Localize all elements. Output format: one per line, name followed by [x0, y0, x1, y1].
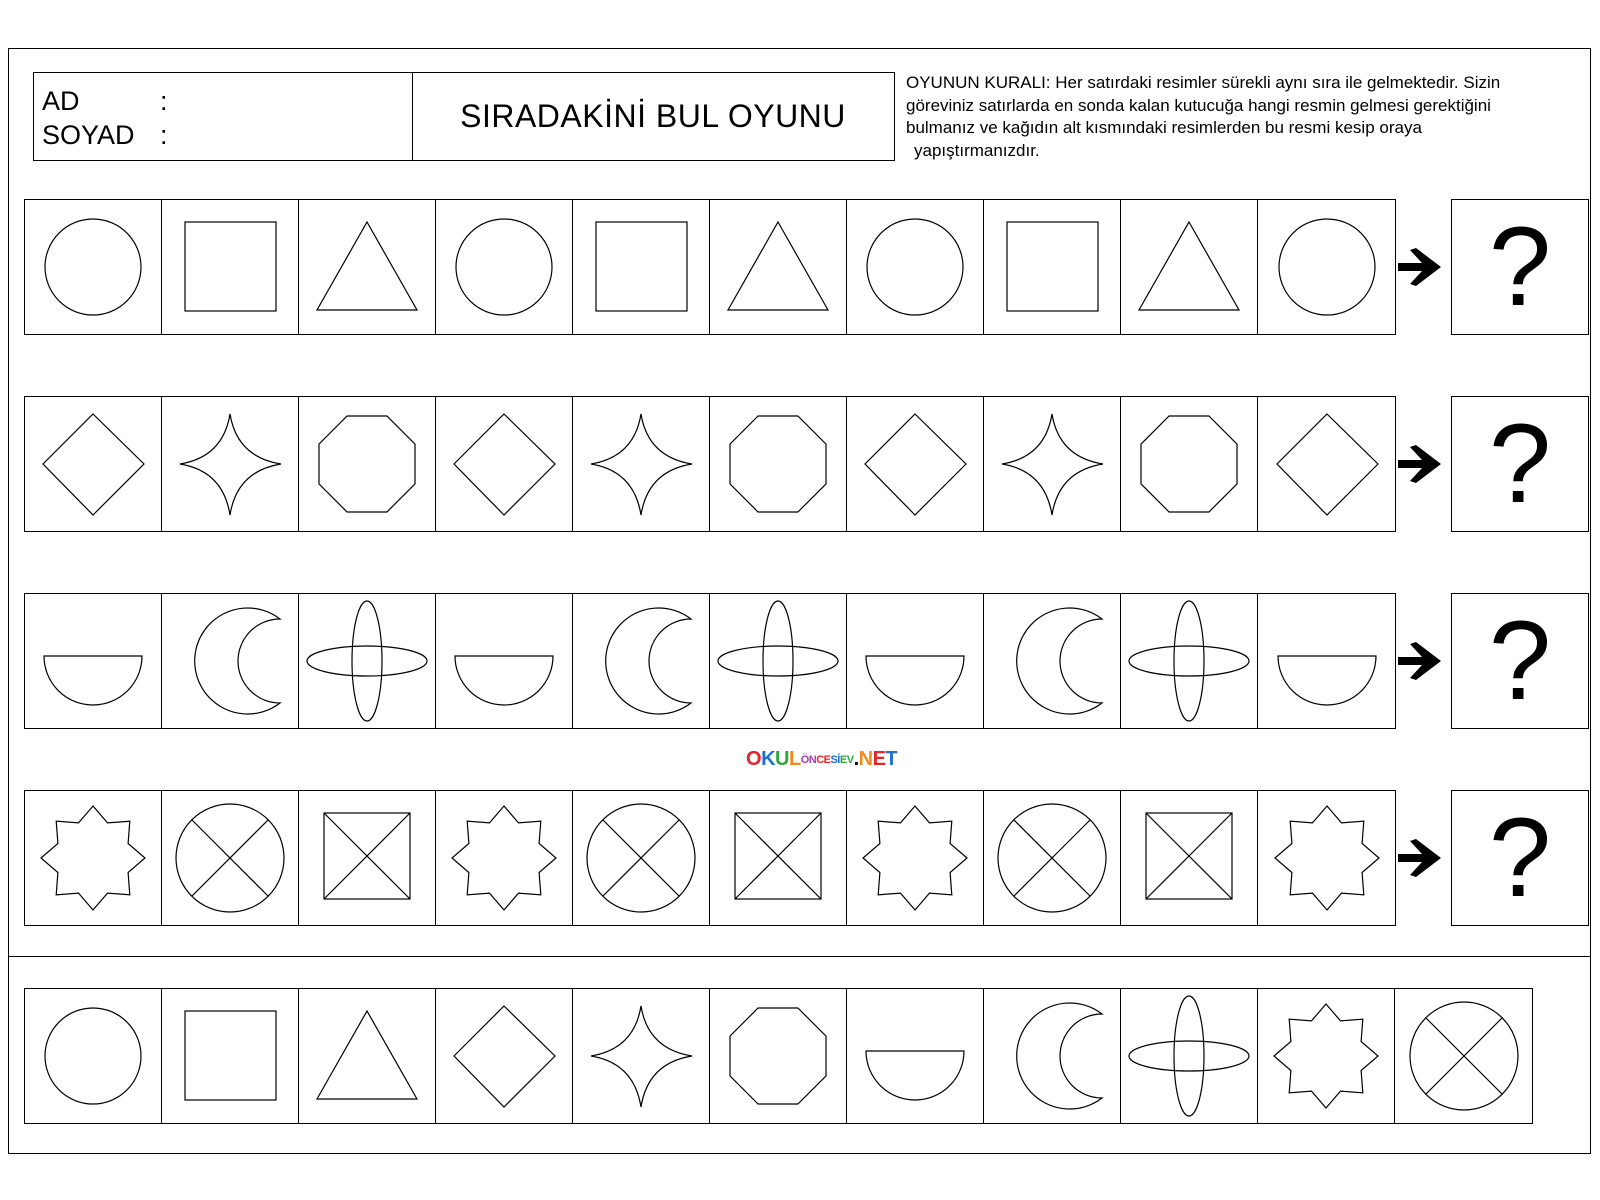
surname-label: SOYAD	[42, 120, 135, 150]
crescent-shape	[985, 594, 1119, 728]
octagon-shape	[711, 989, 845, 1123]
shape-cell	[1121, 594, 1258, 728]
crescent-shape	[163, 594, 297, 728]
shape-cell	[162, 594, 299, 728]
name-label: AD	[42, 86, 80, 116]
shape-cell	[984, 594, 1121, 728]
name-fields	[42, 85, 182, 153]
triangle-shape	[1122, 200, 1256, 334]
logo-letter: T	[885, 748, 898, 770]
question-mark: ?	[1488, 204, 1552, 329]
worksheet-title: SIRADAKİNİ BUL OYUNU	[460, 98, 846, 134]
diamond-shape	[1260, 397, 1394, 531]
circle-shape	[437, 200, 571, 334]
shape-cell	[1258, 397, 1395, 531]
shape-cell	[1258, 791, 1395, 925]
shape-cell	[1121, 200, 1258, 334]
logo-letter: Sİ	[830, 753, 840, 766]
semicircle-shape	[26, 594, 160, 728]
shape-cell	[573, 200, 710, 334]
circle-shape	[26, 200, 160, 334]
shape-cell	[847, 397, 984, 531]
question-mark: ?	[1488, 598, 1552, 723]
logo-letter: E	[872, 748, 886, 770]
rules-line: göreviniz satırlarda en sonda kalan kutucuğa hangi resmin gelmesi gerektiğini	[906, 95, 1491, 115]
cutout-cell[interactable]	[1121, 989, 1258, 1123]
octagon-shape	[711, 397, 845, 531]
name-colon: :	[160, 86, 168, 116]
cutout-cell[interactable]	[847, 989, 984, 1123]
semicircle-shape	[848, 989, 982, 1123]
question-mark: ?	[1488, 401, 1552, 526]
shape-cell	[847, 200, 984, 334]
shape-cell	[162, 791, 299, 925]
shape-cell	[710, 791, 847, 925]
shape-cell	[1258, 200, 1395, 334]
shape-cell	[710, 200, 847, 334]
star8-shape	[1259, 989, 1393, 1123]
triangle-shape	[300, 989, 434, 1123]
circle-x-shape	[1397, 989, 1531, 1123]
cutout-row	[24, 988, 1533, 1124]
cutout-cell[interactable]	[710, 989, 847, 1123]
star4-shape	[574, 397, 708, 531]
square-x-shape	[711, 791, 845, 925]
cutout-cell[interactable]	[162, 989, 299, 1123]
triangle-shape	[300, 200, 434, 334]
question-mark: ?	[1488, 795, 1552, 920]
shape-cell	[299, 594, 436, 728]
shape-cell	[573, 397, 710, 531]
shape-cell	[436, 200, 573, 334]
cutout-cell[interactable]	[984, 989, 1121, 1123]
diamond-shape	[437, 989, 571, 1123]
circle-x-shape	[985, 791, 1119, 925]
rules-line: bulmanız ve kağıdın alt kısmındaki resimlerden bu resmi kesip oraya	[906, 118, 1422, 137]
square-shape	[574, 200, 708, 334]
pattern-row	[24, 790, 1396, 926]
shape-cell	[984, 397, 1121, 531]
star4-shape	[163, 397, 297, 531]
game-rules	[906, 72, 1586, 162]
header-box	[33, 72, 895, 161]
cutout-cell[interactable]	[1395, 989, 1532, 1123]
logo-letter: .	[853, 748, 859, 770]
answer-box[interactable]	[1451, 593, 1589, 729]
logo-letter: U	[775, 748, 789, 770]
star4-shape	[574, 989, 708, 1123]
crescent-shape	[574, 594, 708, 728]
logo-letter: K	[761, 748, 776, 770]
circle-shape	[848, 200, 982, 334]
shape-cell	[710, 594, 847, 728]
crescent-shape	[985, 989, 1119, 1123]
pattern-row	[24, 396, 1396, 532]
cut-line	[8, 956, 1591, 957]
shape-cell	[162, 397, 299, 531]
diamond-shape	[437, 397, 571, 531]
answer-box[interactable]	[1451, 396, 1589, 532]
cutout-cell[interactable]	[436, 989, 573, 1123]
semicircle-shape	[437, 594, 571, 728]
cutout-cell[interactable]	[1258, 989, 1395, 1123]
surname-field[interactable]	[42, 119, 182, 153]
logo-letter: ÖN	[800, 753, 817, 766]
logo-letter: O	[746, 748, 762, 770]
octagon-shape	[1122, 397, 1256, 531]
logo-letter: L	[788, 748, 801, 770]
logo-letter: CE	[816, 753, 831, 766]
shape-cell	[436, 594, 573, 728]
square-x-shape	[1122, 791, 1256, 925]
shape-cell	[25, 397, 162, 531]
shape-cell	[299, 791, 436, 925]
arrow-right-icon	[1394, 636, 1444, 686]
arrow-right-icon	[1394, 439, 1444, 489]
shape-cell	[436, 397, 573, 531]
pattern-row	[24, 593, 1396, 729]
star8-shape	[1260, 791, 1394, 925]
shape-cell	[573, 791, 710, 925]
shape-cell	[984, 200, 1121, 334]
shape-cell	[984, 791, 1121, 925]
ellipse-cross-shape	[711, 594, 845, 728]
arrow-right-icon	[1394, 242, 1444, 292]
star8-shape	[26, 791, 160, 925]
shape-cell	[1258, 594, 1395, 728]
shape-cell	[436, 791, 573, 925]
surname-colon: :	[160, 120, 168, 150]
square-shape	[163, 989, 297, 1123]
shape-cell	[710, 397, 847, 531]
diamond-shape	[848, 397, 982, 531]
shape-cell	[1121, 791, 1258, 925]
answer-box[interactable]	[1451, 199, 1589, 335]
circle-x-shape	[163, 791, 297, 925]
pattern-row	[24, 199, 1396, 335]
cutout-cell[interactable]	[299, 989, 436, 1123]
shape-cell	[847, 594, 984, 728]
arrow-right-icon	[1394, 833, 1444, 883]
square-x-shape	[300, 791, 434, 925]
logo-letter: N	[858, 748, 873, 770]
rules-line: OYUNUN KURALI: Her satırdaki resimler sürekli aynı sıra ile gelmektedir. Sizin	[906, 73, 1501, 92]
triangle-shape	[711, 200, 845, 334]
shape-cell	[162, 200, 299, 334]
answer-box[interactable]	[1451, 790, 1589, 926]
site-logo	[746, 748, 897, 771]
ellipse-cross-shape	[300, 594, 434, 728]
octagon-shape	[300, 397, 434, 531]
diamond-shape	[26, 397, 160, 531]
star8-shape	[437, 791, 571, 925]
shape-cell	[299, 397, 436, 531]
square-shape	[163, 200, 297, 334]
shape-cell	[847, 791, 984, 925]
cutout-cell[interactable]	[25, 989, 162, 1123]
shape-cell	[25, 200, 162, 334]
star4-shape	[985, 397, 1119, 531]
square-shape	[985, 200, 1119, 334]
circle-shape	[1260, 200, 1394, 334]
ellipse-cross-shape	[1122, 989, 1256, 1123]
logo-letter: EV	[839, 753, 854, 766]
ellipse-cross-shape	[1122, 594, 1256, 728]
shape-cell	[25, 594, 162, 728]
circle-x-shape	[574, 791, 708, 925]
semicircle-shape	[1260, 594, 1394, 728]
shape-cell	[1121, 397, 1258, 531]
circle-shape	[26, 989, 160, 1123]
name-field[interactable]	[42, 85, 182, 119]
cutout-cell[interactable]	[573, 989, 710, 1123]
shape-cell	[299, 200, 436, 334]
shape-cell	[25, 791, 162, 925]
semicircle-shape	[848, 594, 982, 728]
star8-shape	[848, 791, 982, 925]
shape-cell	[573, 594, 710, 728]
rules-line: yapıştırmanızdır.	[914, 140, 1040, 160]
